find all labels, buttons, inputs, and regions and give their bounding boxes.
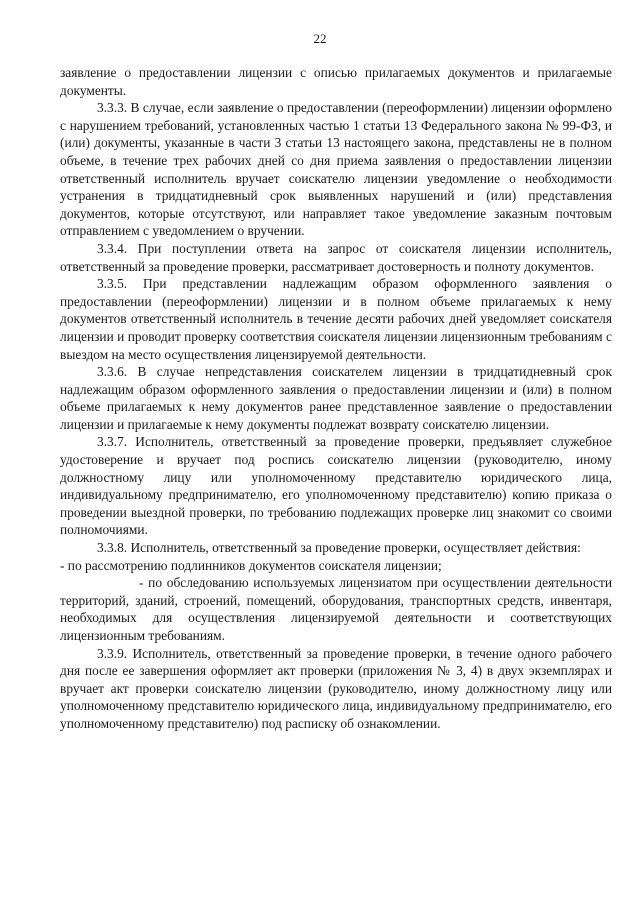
paragraph-3-3-7: 3.3.7. Исполнитель, ответственный за проведение проверки, предъявляет служебное удостоверение и вручает под роспись соискателю лицензии (руководителю, иному должностному лицу или уполномоченному представителю юридического лица, индивидуальному предпринимателю, его уполномоченному представителю) копию приказа о проведении выездной проверки, по требованию подлежащих проверке лиц знакомит со своими полномочиями. (60, 434, 612, 538)
paragraph-3-3-4: 3.3.4. При поступлении ответа на запрос от соискателя лицензии исполнитель, ответственный за проведение проверки, рассматривает достоверность и полноту документов. (60, 240, 612, 274)
paragraph-3-3-8: 3.3.8. Исполнитель, ответственный за проведение проверки, осуществляет действия: (97, 540, 581, 556)
list-item-premises-inspection: - по обследованию используемых лицензиатом при осуществлении деятельности территорий, зданий, строений, помещений, оборудования, транспортных средств, инвентаря, необходимых для осуществления лицензируемой деятельности и соответствующих лицензионным требованиям. (60, 575, 612, 643)
paragraph-continuation: заявление о предоставлении лицензии с описью прилагаемых документов и прилагаемые документы. (60, 65, 612, 98)
list-item-documents-review: - по рассмотрению подлинников документов соискателя лицензии; (60, 557, 442, 573)
paragraph-3-3-9: 3.3.9. Исполнитель, ответственный за проведение проверки, в течение одного рабочего дня после ее завершения оформляет акт проверки (приложения № 3, 4) в двух экземплярах и вручает акт проверки соискателю лицензии (руководителю, иному должностному лицу или уполномоченному представителю юридического лица, индивидуальному предпринимателю, его уполномоченному представителю) под расписку об ознакомлении. (60, 645, 612, 731)
paragraph-3-3-5: 3.3.5. При представлении надлежащим образом оформленного заявления о предоставлении (переоформлении) лицензии и в полном объеме прилагаемых к нему документов ответственный исполнитель в течение десяти рабочих дней уведомляет соискателя лицензии и проводит проверку соответствия соискателя лицензии лицензионным требованиям с выездом на место осуществления лицензируемой деятельности. (60, 276, 612, 362)
paragraph-3-3-6: 3.3.6. В случае непредставления соискателем лицензии в тридцатидневный срок надлежащим образом оформленного заявления о предоставлении лицензии и (или) в полном объеме прилагаемых к нему документов ранее представленное заявление о предоставлении лицензии и прилагаемые к нему документы подлежат возврату соискателю лицензии. (60, 364, 612, 432)
paragraph-3-3-3: 3.3.3. В случае, если заявление о предоставлении (переоформлении) лицензии оформлено с нарушением требований, установленных частью 1 статьи 13 Федерального закона № 99-ФЗ, и (или) документы, указанные в части 3 статьи 13 настоящего закона, представлены не в полном объеме, в течение трех рабочих дней со дня приема заявления о предоставлении лицензии ответственный исполнитель вручает соискателю лицензии уведомление о необходимости устранения в тридцатидневный срок выявленных нарушений и (или) представления документов, которые отсутствуют, или направляет такое уведомление заказным почтовым отправлением с уведомлением о вручении. (60, 100, 612, 239)
document-body (60, 64, 612, 733)
page-number: 22 (313, 31, 327, 46)
